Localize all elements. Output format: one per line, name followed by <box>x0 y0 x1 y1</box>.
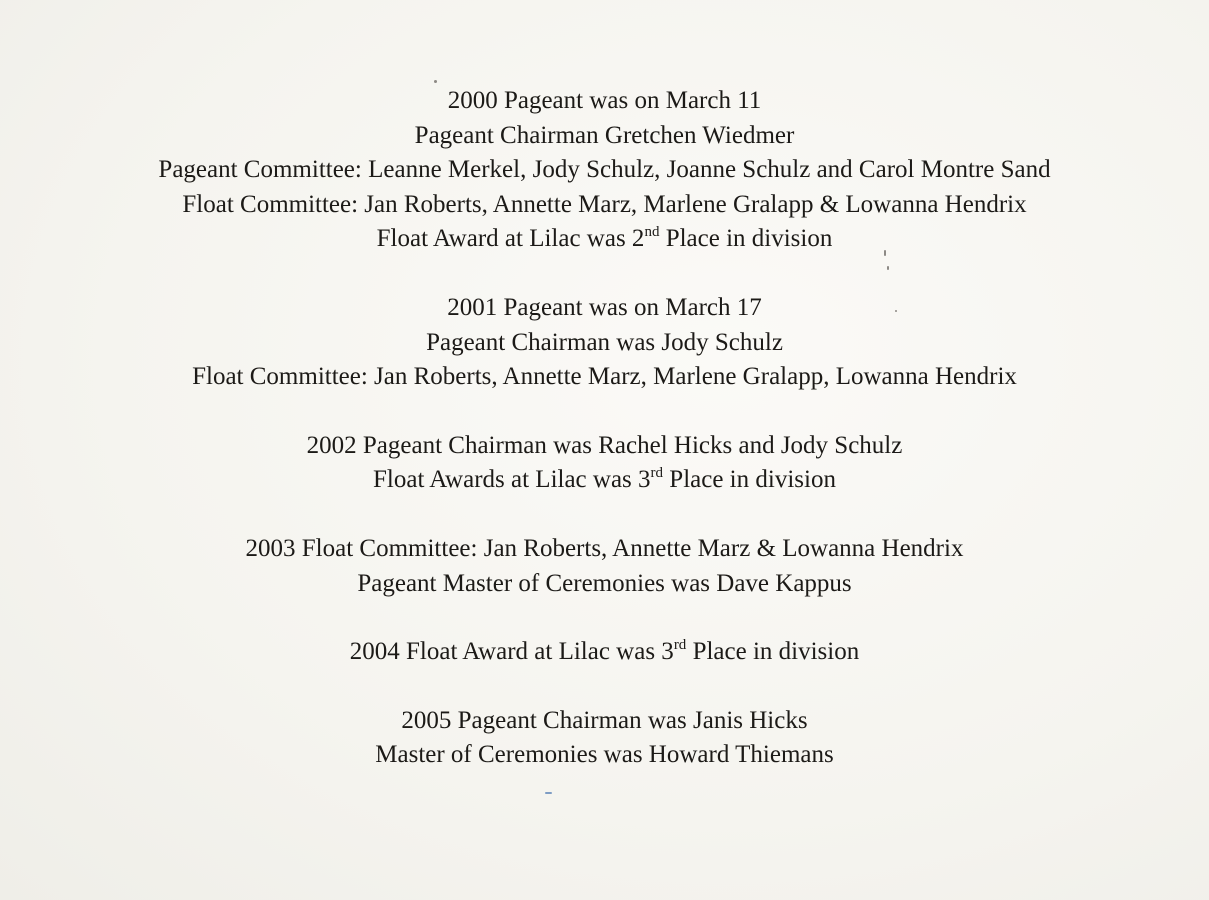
line-2002-chairman: 2002 Pageant Chairman was Rachel Hicks and Jody Schulz <box>306 431 903 459</box>
line-2000-pageant-committee: Pageant Committee: Leanne Merkel, Jody Schulz, Joanne Schulz and Carol Montre Sand <box>158 156 1051 184</box>
section-2002 <box>0 429 1209 498</box>
award-ordinal: rd <box>650 465 664 482</box>
line-2004-float-award <box>0 635 1209 670</box>
scan-speck <box>545 792 552 794</box>
line-2001-float-committee: Float Committee: Jan Roberts, Annette Marz, Marlene Gralapp, Lowanna Hendrix <box>192 363 1017 391</box>
section-2004 <box>0 635 1209 670</box>
award-text-pre: 2004 Float Award at Lilac was 3 <box>349 638 674 666</box>
scan-speck <box>887 266 889 270</box>
award-text-pre: Float Award at Lilac was 2 <box>376 225 645 253</box>
line-2000-date: 2000 Pageant was on March 11 <box>447 87 762 114</box>
line-2001-date: 2001 Pageant was on March 17 <box>447 293 762 321</box>
award-text-post: Place in division <box>686 638 860 666</box>
line-2002-float-award <box>0 463 1209 498</box>
award-ordinal: rd <box>673 636 687 653</box>
line-2000-chairman: Pageant Chairman Gretchen Wiedmer <box>414 121 795 149</box>
line-2003-float-committee: 2003 Float Committee: Jan Roberts, Annette Marz & Lowanna Hendrix <box>245 534 964 562</box>
line-2000-float-committee: Float Committee: Jan Roberts, Annette Marz, Marlene Gralapp & Lowanna Hendrix <box>182 190 1027 218</box>
scan-speck <box>884 250 886 256</box>
page-content <box>0 84 1209 773</box>
section-2005 <box>0 704 1209 773</box>
section-2003 <box>0 532 1209 601</box>
line-2000-float-award <box>0 222 1209 257</box>
award-text-post: Place in division <box>659 225 833 253</box>
scan-speck <box>895 310 897 312</box>
line-2005-chairman: 2005 Pageant Chairman was Janis Hicks <box>401 706 808 734</box>
scan-speck <box>434 80 437 83</box>
line-2005-master-of-ceremonies: Master of Ceremonies was Howard Thiemans <box>375 741 834 769</box>
award-text-post: Place in division <box>663 466 836 494</box>
award-text-pre: Float Awards at Lilac was 3 <box>373 466 651 494</box>
award-ordinal: nd <box>644 224 660 241</box>
section-2000 <box>0 84 1209 257</box>
section-2001 <box>0 291 1209 395</box>
line-2001-chairman: Pageant Chairman was Jody Schulz <box>426 328 783 356</box>
line-2003-master-of-ceremonies: Pageant Master of Ceremonies was Dave Kappus <box>357 569 852 597</box>
